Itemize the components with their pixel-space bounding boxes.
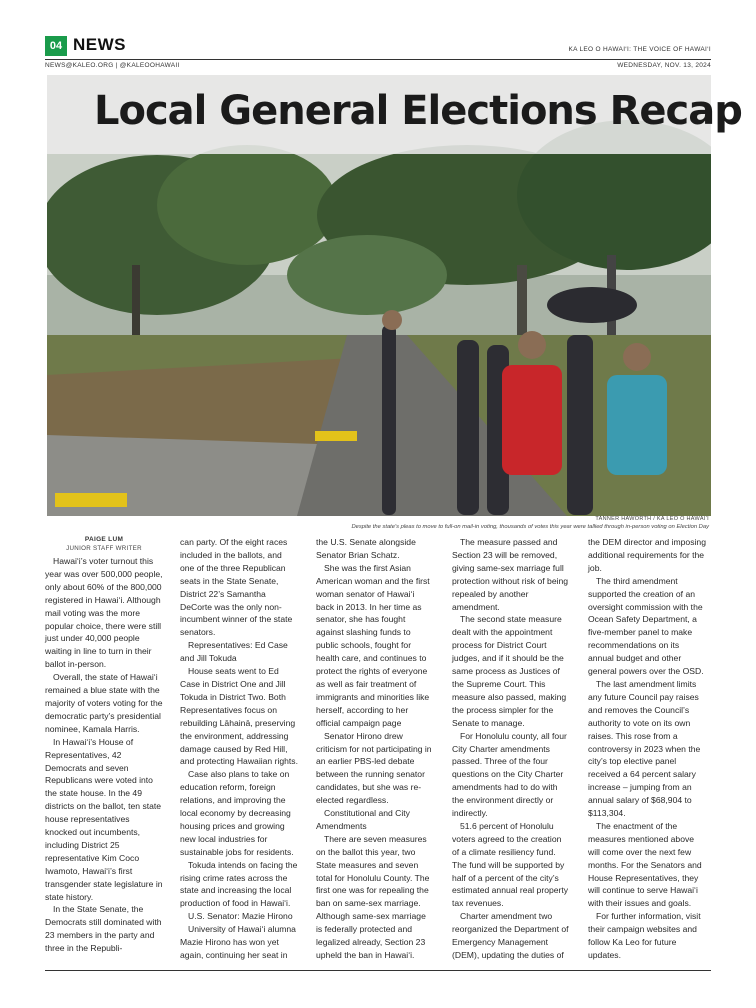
section-title: NEWS — [73, 35, 126, 54]
contact-line: NEWS@KALEO.ORG | @KALEOOHAWAII — [45, 62, 180, 69]
paragraph: Overall, the state of Hawai‘i remained a blue state with the majority of voters voting for the democratic party’s presidential nominee, Kamala Harris. — [45, 672, 163, 734]
paragraph: In the State Senate, the Democrats still dominated with 23 members in the party and three in the Republi- — [45, 904, 162, 954]
photo-credit: TANNER HAWORTH / KA LEO O HAWAI‘I — [595, 516, 709, 522]
photo-caption: Despite the state's pleas to move to full-on mail-in voting, thousands of votes this year were tallied through in-person voting on Election Day — [351, 524, 709, 530]
article-column-2 — [180, 536, 298, 962]
paragraph: University of Hawai‘i alumna Mazie Hirono has won yet again, continuing her seat in — [180, 924, 296, 960]
author-name: PAIGE LUM — [84, 536, 124, 543]
subheading: U.S. Senator: Mazie Hirono — [188, 911, 293, 922]
paragraph: The second state measure dealt with the appointment process for District Court judges, and if it should be the same process as Justices of the Supreme Court. This measure also passed, making the process simpler for the Senate to manage. — [452, 614, 567, 728]
paragraph: For further information, visit their campaign websites and follow Ka Leo for future updates. — [588, 911, 701, 960]
page-header — [45, 36, 711, 58]
paragraph: Tokuda intends on facing the rising crime rates across the state and increasing the local production of food in Hawai‘i. — [180, 859, 298, 909]
paragraph: the U.S. Senate alongside Senator Brian Schatz. — [316, 537, 416, 560]
article-column-3 — [316, 536, 434, 962]
article-column-4 — [452, 536, 570, 962]
paragraph: The third amendment supported the creation of an oversight commission with the Ocean Safety Department, a five-member panel to make recommendations on its annual budget and other general powers over the OSD. — [588, 575, 704, 677]
paragraph: House seats went to Ed Case in District One and Jill Tokuda in District Two. Both Representatives focus on rebuilding Lāhainā, preserving the environment, addressing damage caused by Red Hill, and protecting Hawaiian rights. — [180, 666, 298, 767]
page-number: 04 — [45, 36, 67, 56]
paragraph: Senator Hirono drew criticism for not participating in an earlier PBS-led debate between the running senator candidates, but she was re-elected regardless. — [316, 730, 432, 806]
article-column-5 — [588, 536, 706, 962]
paragraph: can party. Of the eight races included in the ballots, and one of the three Republican seats in the State Senate, District 22’s Samantha DeCorte was the only non-incumbent winner of the state senators. — [180, 537, 293, 638]
headline: Local General Elections Recap — [94, 88, 742, 134]
paragraph: the DEM director and imposing additional requirements for the job. — [588, 537, 706, 573]
paragraph: 51.6 percent of Honolulu voters agreed to the creation of a climate resiliency fund. The fund will be supported by half of a percent of the city’s estimated annual real property tax revenues. — [452, 820, 569, 909]
masthead: KA LEO O HAWAI‘I: THE VOICE OF HAWAI‘I — [568, 46, 711, 53]
article-column-1 — [45, 536, 163, 955]
paragraph: Charter amendment two reorganized the Department of Emergency Management (DEM), updating the duties of — [452, 911, 569, 960]
issue-date: WEDNESDAY, NOV. 13, 2024 — [617, 62, 711, 69]
subheading: Representatives: Ed Case and Jill Tokuda — [180, 640, 288, 664]
subheading: Constitutional and City Amendments — [316, 808, 410, 831]
paragraph: The enactment of the measures mentioned above will come over the next few months. For the Senators and House Representatives, they will continue to serve Hawai‘i with their issues and goals. — [588, 820, 702, 909]
header-divider — [45, 59, 711, 60]
paragraph: There are seven measures on the ballot this year, two State measures and seven total for Honolulu County. The first one was for repealing the ban on same-sex marriage. Although same-sex marriage is federally protected and legalized already, Section 23 upheld the ban in Hawai‘i. — [316, 833, 430, 960]
paragraph: The last amendment limits any future Council pay raises and removes the Council’s authority to vote on its own raises. This rose from a controversy in 2023 when the city’s top elective panel received a 64 percent salary increase – jumping from an annual salary of $68,904 to $113,304. — [588, 678, 701, 819]
paragraph: Case also plans to take on education reform, foreign relations, and improving the local economy by decreasing housing prices and growing new local industries for sustainable jobs for residents. — [180, 769, 294, 857]
paragraph: In Hawai‘i’s House of Representatives, 42 Democrats and seven Republicans were voted into the state house. In the 49 districts on the ballot, ten state house representatives knocked out incumbents, including District 25 representative Kim Coco Iwamoto, Hawai‘i’s first transgender state legislature in state history. — [45, 736, 163, 902]
footer-divider — [45, 970, 711, 971]
paragraph: Hawai‘i’s voter turnout this year was over 500,000 people, only about 60% of the 800,000 registered in Hawai‘i. Although mail voting was the more popular choice, there were still just under 40,000 people waiting in line to turn in their ballot in-person. — [45, 556, 163, 670]
author-role: JUNIOR STAFF WRITER — [66, 545, 142, 552]
paragraph: She was the first Asian American woman and the first woman senator of Hawai‘i back in 2013. In her time as senator, she has fought against slashing funds to public schools, fought for health care, and continues to protect the rights of everyone as well as fair treatment of immigrants and minorities like herself, according to her official campaign page — [316, 562, 430, 728]
paragraph: For Honolulu county, all four City Charter amendments passed. Three of the four questions on the City Charter amendments had to do with the environment directly or indirectly. — [452, 730, 567, 819]
paragraph: The measure passed and Section 23 will be removed, giving same-sex marriage full protection without risk of being repealed by another amendment. — [452, 537, 569, 612]
